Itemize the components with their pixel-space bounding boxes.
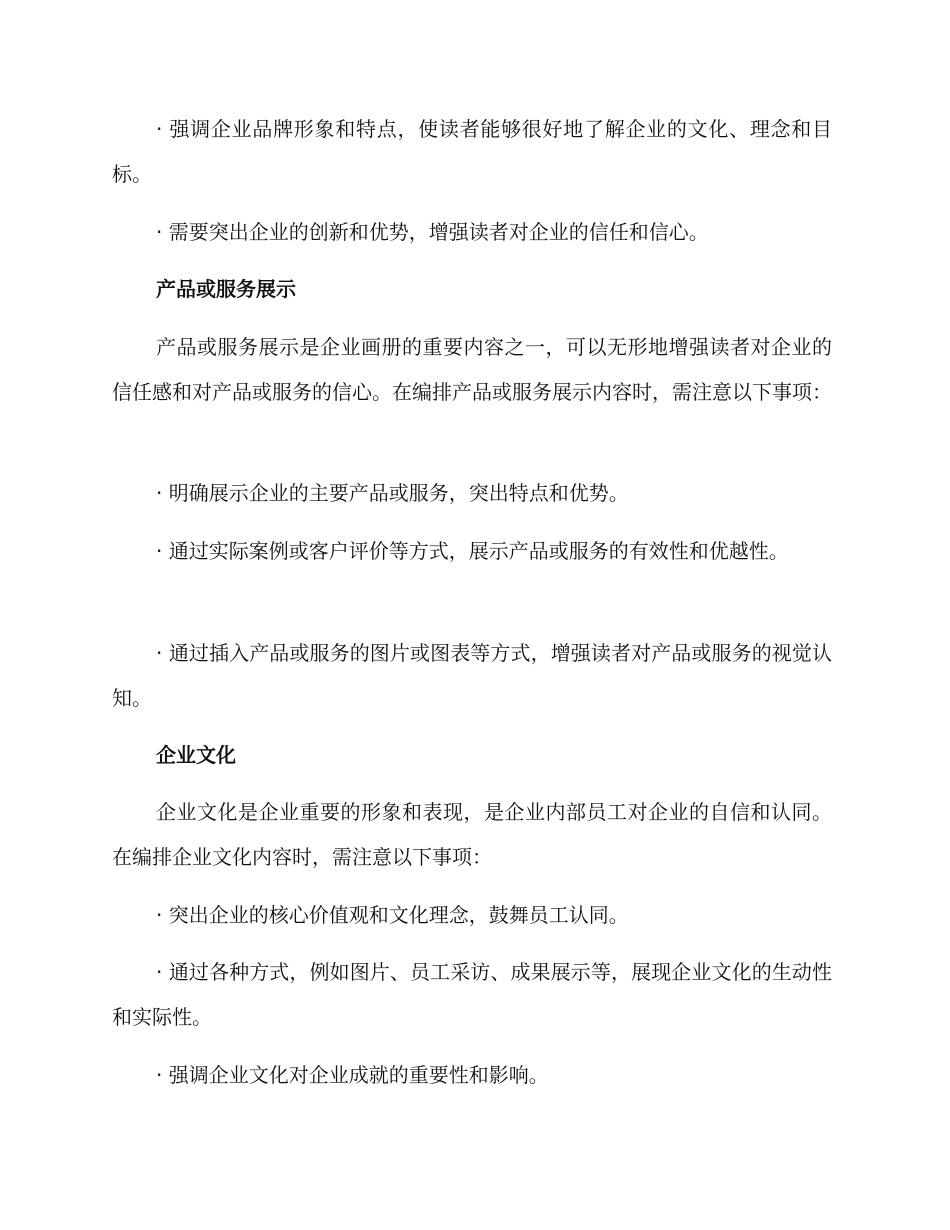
- section-heading-products: 产品或服务展示: [156, 277, 296, 301]
- bullet-brand-image: · 强调企业品牌形象和特点，使读者能够很好地了解企业的文化、理念和目标。: [112, 117, 832, 186]
- section-heading-culture: 企业文化: [156, 743, 236, 767]
- paragraph-culture-intro: 企业文化是企业重要的形象和表现，是企业内部员工对企业的自信和认同。在编排企业文化内容时，需注意以下事项：: [112, 800, 832, 869]
- bullet-case-studies: · 通过实际案例或客户评价等方式，展示产品或服务的有效性和优越性。: [156, 539, 789, 563]
- bullet-culture-importance: · 强调企业文化对企业成就的重要性和影响。: [156, 1063, 549, 1087]
- bullet-showcase-culture: · 通过各种方式，例如图片、员工采访、成果展示等，展现企业文化的生动性和实际性。: [112, 960, 832, 1029]
- bullet-innovation: · 需要突出企业的创新和优势，增强读者对企业的信任和信心。: [156, 220, 709, 244]
- paragraph-products-intro: 产品或服务展示是企业画册的重要内容之一，可以无形地增强读者对企业的信任感和对产品或服务的信心。在编排产品或服务展示内容时，需注意以下事项：: [112, 335, 832, 404]
- bullet-images-charts: · 通过插入产品或服务的图片或图表等方式，增强读者对产品或服务的视觉认知。: [112, 641, 832, 710]
- bullet-core-values: · 突出企业的核心价值观和文化理念，鼓舞员工认同。: [156, 903, 629, 927]
- bullet-main-products: · 明确展示企业的主要产品或服务，突出特点和优势。: [156, 481, 629, 505]
